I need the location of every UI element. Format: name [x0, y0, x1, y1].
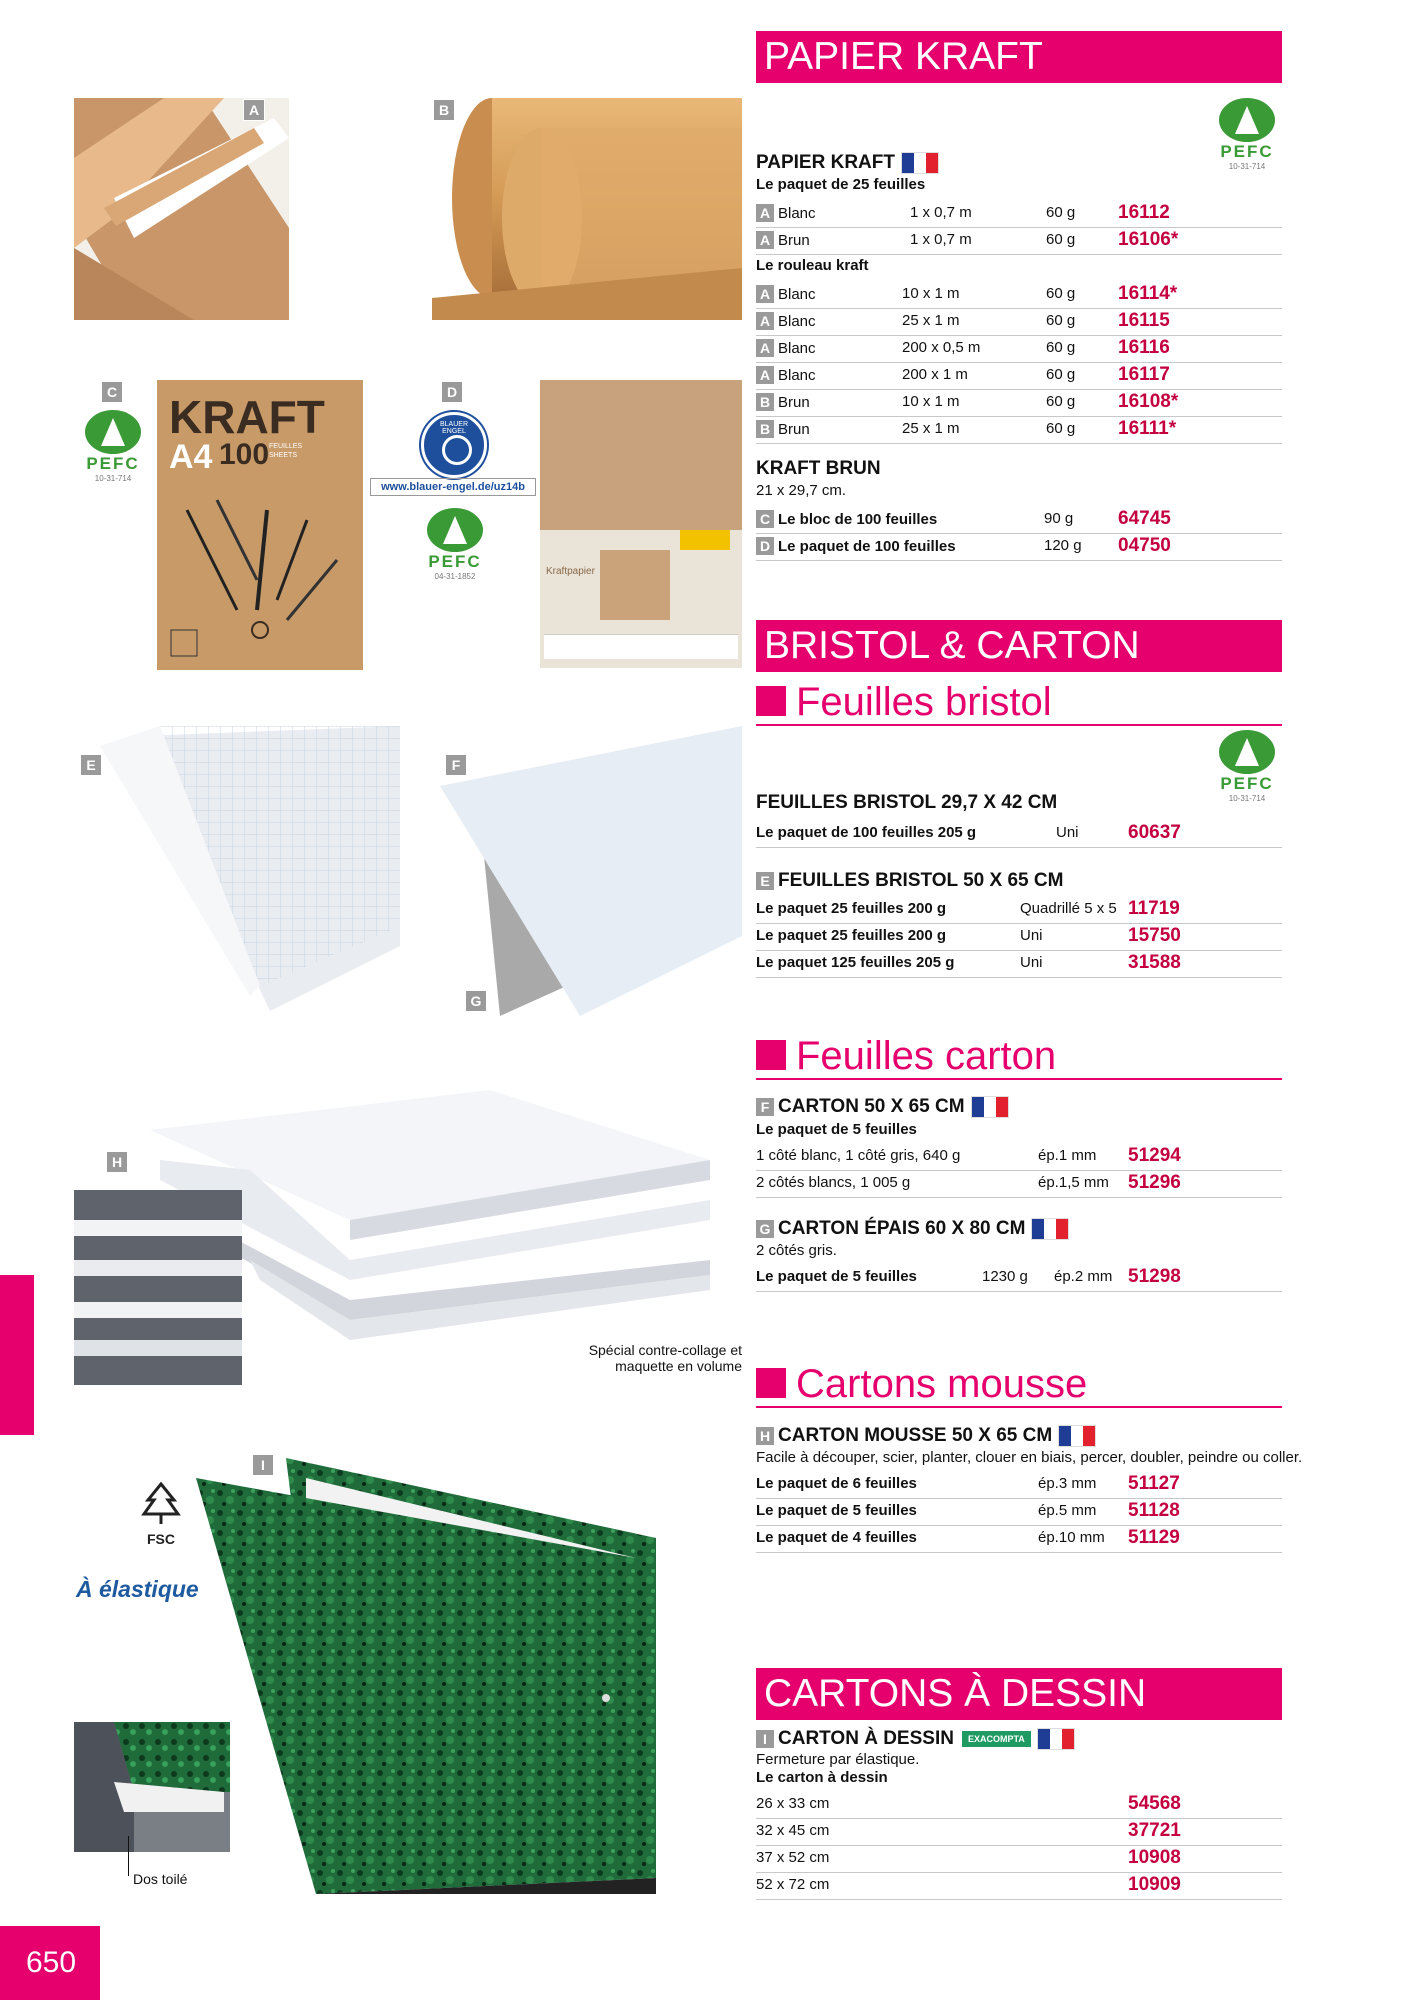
table-row [756, 533, 1282, 561]
table-row [756, 227, 1282, 255]
cell-ref: 51296 [1128, 1172, 1181, 1193]
french-flag-icon [1037, 1728, 1075, 1750]
subheading-feuilles-carton: Feuilles carton [756, 1034, 1282, 1080]
tag-a: A [243, 99, 265, 121]
french-flag-icon [971, 1096, 1009, 1118]
cell-ref: 11719 [1128, 898, 1180, 919]
cell-ref: 16116 [1118, 337, 1170, 358]
table-row [756, 896, 1282, 924]
cell-color [756, 231, 810, 249]
french-flag-icon [1058, 1425, 1096, 1447]
dessin-sub2: Le carton à dessin [756, 1769, 888, 1786]
cell-size: 10 x 1 m [902, 393, 960, 410]
table-row [756, 389, 1282, 417]
cell-desc: 1 côté blanc, 1 côté gris, 640 g [756, 1147, 961, 1164]
product-title-carton-epais: G CARTON ÉPAIS 60 X 80 CM [756, 1218, 1069, 1240]
kraft-paquet-label: Le paquet de 25 feuilles [756, 176, 926, 193]
cell-desc: 2 côtés blancs, 1 005 g [756, 1174, 911, 1191]
cell-size: 200 x 1 m [902, 366, 968, 383]
cell-ref: 16114* [1118, 283, 1178, 304]
dessin-sub1: Fermeture par élastique. [756, 1751, 920, 1768]
product-title-bristol-29: FEUILLES BRISTOL 29,7 X 42 CM [756, 792, 1058, 813]
cell-ref: 10908 [1128, 1847, 1181, 1868]
pefc-tree-icon [1219, 98, 1275, 142]
cell-thickness: ép.1,5 mm [1038, 1174, 1109, 1191]
cell-ref: 16111* [1118, 418, 1177, 439]
cell-desc: Le paquet de 6 feuilles [756, 1475, 917, 1492]
photo-kraft-rolls-a [74, 98, 289, 320]
table-row [756, 416, 1282, 444]
photo-bristol-grid-e [100, 726, 400, 1011]
pefc-code: 10-31-714 [1228, 794, 1266, 803]
table-row [756, 1818, 1282, 1846]
cell-ref: 51294 [1128, 1145, 1181, 1166]
tag-d: D [441, 381, 463, 403]
cell-ref: 37721 [1128, 1820, 1181, 1841]
section-color-tab [0, 1275, 34, 1435]
cell-ref: 51127 [1128, 1473, 1180, 1494]
cell-ref: 04750 [1118, 535, 1171, 556]
kraft-rouleau-label: Le rouleau kraft [756, 257, 869, 274]
cell-text: Blanc [778, 367, 816, 384]
photo-mousse-detail [74, 1190, 242, 1385]
cell-text: Brun [778, 394, 810, 411]
cell-type: Uni [1020, 927, 1043, 944]
section-banner-kraft: PAPIER KRAFT [756, 31, 1282, 83]
table-row [756, 335, 1282, 363]
cell-ref: 31588 [1128, 952, 1181, 973]
product-title-mousse: H CARTON MOUSSE 50 X 65 CM [756, 1425, 1096, 1447]
cell-ref: 16112 [1118, 202, 1170, 223]
pefc-label: PEFC [86, 454, 140, 473]
caption-special-line1: Spécial contre-collage et [588, 1342, 742, 1358]
pefc-logo [78, 410, 148, 483]
cell-desc [756, 510, 937, 528]
kraft-pad-sheets: FEUILLES SHEETS [269, 443, 303, 459]
table-row [756, 1143, 1282, 1171]
cell-color [756, 312, 816, 330]
cell-size: 37 x 52 cm [756, 1849, 830, 1866]
table-row [756, 308, 1282, 336]
pefc-logo [420, 508, 490, 581]
cell-desc: Le paquet de 5 feuilles [756, 1502, 917, 1519]
cell-ref: 16106* [1118, 229, 1179, 250]
carton-50-sub: Le paquet de 5 feuilles [756, 1121, 917, 1138]
pefc-code: 10-31-714 [94, 474, 132, 483]
kraft-pad-title: KRAFT [169, 391, 325, 443]
product-title-bristol-50: E FEUILLES BRISTOL 50 X 65 CM [756, 870, 1063, 892]
cell-text: Blanc [778, 313, 816, 330]
cell-ref: 10909 [1128, 1874, 1181, 1895]
subheading-cartons-mousse: Cartons mousse [756, 1362, 1282, 1408]
cell-color [756, 204, 816, 222]
cell-desc: Le paquet 125 feuilles 205 g [756, 954, 955, 971]
table-row: Le paquet de 100 feuilles 205 g Uni 60637 [756, 820, 1282, 848]
cell-color [756, 420, 810, 438]
elastique-label: À élastique [76, 1576, 199, 1602]
letter-badge: A [756, 339, 774, 357]
carton-epais-sub: 2 côtés gris. [756, 1242, 837, 1259]
letter-badge: B [756, 420, 774, 438]
table-row [756, 200, 1282, 228]
kraft-brun-size: 21 x 29,7 cm. [756, 482, 847, 499]
pefc-logo [1212, 730, 1282, 803]
cell-weight: 60 g [1046, 339, 1076, 356]
cell-ref: 64745 [1118, 508, 1171, 529]
cell-weight: 120 g [1044, 537, 1082, 554]
table-row: Le paquet de 5 feuilles 1230 g ép.2 mm 51298 [756, 1264, 1282, 1292]
cell-weight: 60 g [1046, 204, 1076, 221]
cell-text: Blanc [778, 205, 816, 222]
table-row [756, 1845, 1282, 1873]
letter-badge: A [756, 366, 774, 384]
tag-e: E [80, 754, 102, 776]
product-title-papier-kraft: PAPIER KRAFT [756, 152, 939, 174]
letter-badge: B [756, 393, 774, 411]
cell-thickness: ép.5 mm [1038, 1502, 1097, 1519]
cell-size: 25 x 1 m [902, 312, 960, 329]
table-row [756, 950, 1282, 978]
fsc-label: FSC [147, 1531, 175, 1547]
cell-size: 200 x 0,5 m [902, 339, 981, 356]
product-title-kraft-brun: KRAFT BRUN [756, 458, 881, 479]
cell-text: Blanc [778, 286, 816, 303]
table-row [756, 1170, 1282, 1198]
cell-desc [756, 537, 956, 555]
cell-weight: 60 g [1046, 366, 1076, 383]
product-title-dessin: I CARTON À DESSIN EXACOMPTA [756, 1728, 1075, 1750]
table-row [756, 362, 1282, 390]
cell-ref: 16115 [1118, 310, 1170, 331]
cell-thickness: ép.3 mm [1038, 1475, 1097, 1492]
pefc-logo [1212, 98, 1282, 171]
table-row [756, 1498, 1282, 1526]
cell-type: Quadrillé 5 x 5 [1020, 900, 1117, 917]
photo-carton-dessin-i [196, 1448, 656, 1894]
cell-color [756, 339, 816, 357]
table-row [756, 1471, 1282, 1499]
blauer-engel-logo [421, 412, 487, 478]
table-row [756, 506, 1282, 534]
letter-badge: A [756, 312, 774, 330]
letter-badge: A [756, 204, 774, 222]
page-number: 650 [0, 1926, 100, 2000]
caption-special [560, 1342, 742, 1374]
tag-b: B [433, 99, 455, 121]
cell-weight: 60 g [1046, 312, 1076, 329]
letter-badge: A [756, 231, 774, 249]
blauer-engel-url: www.blauer-engel.de/uz14b [370, 478, 536, 496]
cell-thickness: ép.10 mm [1038, 1529, 1105, 1546]
cell-ref: 15750 [1128, 925, 1181, 946]
tag-h: H [106, 1151, 128, 1173]
letter-badge: C [756, 510, 774, 528]
cell-color [756, 366, 816, 384]
cell-type: Uni [1020, 954, 1043, 971]
cell-text: Brun [778, 421, 810, 438]
photo-dos-toile [74, 1722, 230, 1852]
pefc-label: PEFC [1220, 142, 1274, 161]
letter-badge: A [756, 285, 774, 303]
tag-i: I [252, 1454, 274, 1476]
cell-text: Le paquet de 100 feuilles [778, 538, 956, 555]
cell-weight: 60 g [1046, 420, 1076, 437]
blauer-engel-icon [442, 435, 472, 465]
pefc-code: 10-31-714 [1228, 162, 1266, 171]
section-banner-dessin: CARTONS À DESSIN [756, 1668, 1282, 1720]
cell-text: Le bloc de 100 feuilles [778, 511, 938, 528]
pefc-tree-icon [427, 508, 483, 552]
cell-size: 10 x 1 m [902, 285, 960, 302]
cell-ref: 54568 [1128, 1793, 1181, 1814]
cell-desc: Le paquet 25 feuilles 200 g [756, 900, 947, 917]
tag-f: F [445, 754, 467, 776]
cell-ref: 16108* [1118, 391, 1179, 412]
fsc-tree-icon [134, 1480, 188, 1526]
photo-kraft-roll-b [432, 98, 742, 320]
packet-label: Kraftpapier [546, 566, 595, 577]
cell-color [756, 285, 816, 303]
product-title-carton-50: F CARTON 50 X 65 CM [756, 1096, 1009, 1118]
tag-g: G [465, 990, 487, 1012]
blauer-engel-label: BLAUER ENGEL [439, 421, 468, 435]
photo-kraft-a4-pad-c [157, 380, 363, 670]
exacompta-logo: EXACOMPTA [962, 1731, 1031, 1747]
cell-size: 26 x 33 cm [756, 1795, 830, 1812]
cell-size: 1 x 0,7 m [910, 231, 972, 248]
subheading-feuilles-bristol: Feuilles bristol [756, 680, 1282, 726]
table-row [756, 1791, 1282, 1819]
kraft-pad-100: 100 [219, 438, 270, 471]
caption-special-line2: maquette en volume [615, 1358, 742, 1374]
table-row [756, 281, 1282, 309]
kraft-pad-a4: A4 [169, 438, 213, 476]
table-row [756, 1525, 1282, 1553]
cell-size: 32 x 45 cm [756, 1822, 830, 1839]
french-flag-icon [901, 152, 939, 174]
cell-thickness: ép.1 mm [1038, 1147, 1097, 1164]
pefc-code: 04-31-1852 [434, 572, 476, 581]
table-row [756, 923, 1282, 951]
cell-size: 1 x 0,7 m [910, 204, 972, 221]
caption-dos-toile: Dos toilé [133, 1871, 188, 1887]
cell-ref: 51129 [1128, 1527, 1180, 1548]
section-banner-bristol: BRISTOL & CARTON [756, 620, 1282, 672]
caption-pointer-line [128, 1836, 129, 1876]
cell-desc: Le paquet 25 feuilles 200 g [756, 927, 947, 944]
cell-weight: 90 g [1044, 510, 1074, 527]
cell-color [756, 393, 810, 411]
pefc-tree-icon [1219, 730, 1275, 774]
cell-size: 52 x 72 cm [756, 1876, 830, 1893]
cell-weight: 60 g [1046, 285, 1076, 302]
fsc-logo [126, 1480, 196, 1547]
cell-ref: 51128 [1128, 1500, 1180, 1521]
cell-weight: 60 g [1046, 393, 1076, 410]
cell-text: Blanc [778, 340, 816, 357]
mousse-sub: Facile à découper, scier, planter, clouer en biais, percer, doubler, peindre ou coller. [756, 1449, 1303, 1466]
pefc-label: PEFC [1220, 774, 1274, 793]
photo-bristol-sheets-f [420, 726, 742, 1016]
photo-kraft-packet-d [540, 380, 742, 668]
table-row [756, 1872, 1282, 1900]
pefc-label: PEFC [428, 552, 482, 571]
cell-ref: 16117 [1118, 364, 1170, 385]
cell-weight: 60 g [1046, 231, 1076, 248]
pefc-tree-icon [85, 410, 141, 454]
cell-size: 25 x 1 m [902, 420, 960, 437]
cell-desc: Le paquet de 4 feuilles [756, 1529, 917, 1546]
cell-text: Brun [778, 232, 810, 249]
letter-badge: D [756, 537, 774, 555]
french-flag-icon [1031, 1218, 1069, 1240]
tag-c: C [101, 381, 123, 403]
